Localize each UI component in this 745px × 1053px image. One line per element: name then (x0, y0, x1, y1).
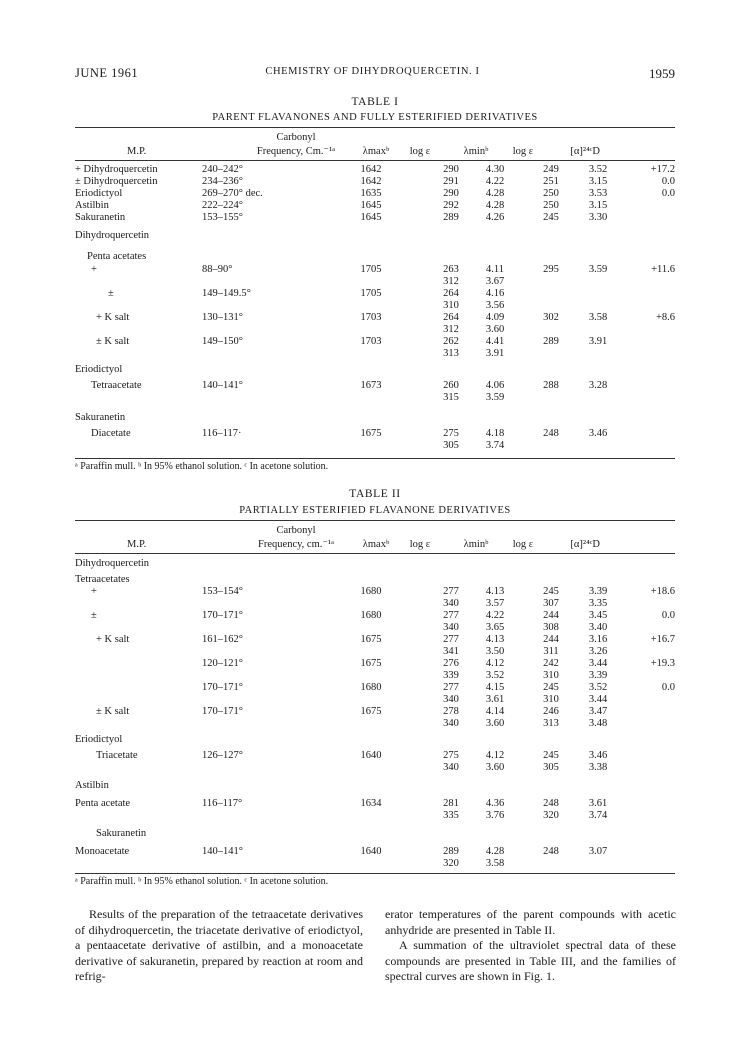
cell-loge2: 3.46 (588, 750, 608, 761)
cell-label: Tetraacetates (75, 574, 130, 585)
table-row (75, 750, 675, 762)
table-row (75, 440, 675, 452)
table-row (75, 598, 675, 610)
body-paragraph-right (385, 907, 676, 985)
cell-mp: 170–171° (202, 682, 243, 693)
cell-mp: 222–224° (202, 200, 243, 211)
cell-label: Sakuranetin (75, 412, 126, 423)
cell-lmin: 245 (543, 682, 559, 693)
cell-carb: 1635 (360, 188, 382, 199)
table2-header-rotation: [α]²⁴ᶜD (570, 539, 600, 550)
cell-carb: 1680 (360, 682, 382, 693)
cell-alpha: 0.0 (661, 188, 675, 199)
cell-label: ± K salt (96, 336, 130, 347)
cell-loge2: 3.53 (588, 188, 608, 199)
cell-loge1: 4.16 (485, 288, 505, 299)
cell-loge1: 3.76 (485, 810, 505, 821)
table2-header-carbonyl: Carbonyl (276, 525, 316, 536)
table1-title: TABLE I (351, 96, 399, 108)
table-row (75, 164, 675, 176)
cell-mp: 240–242° (202, 164, 243, 175)
table-row (75, 586, 675, 598)
cell-label: + K salt (96, 312, 130, 323)
cell-mp: 170–171° (202, 610, 243, 621)
cell-carb: 1675 (360, 658, 382, 669)
cell-loge1: 4.12 (485, 750, 505, 761)
cell-alpha: +11.6 (651, 264, 675, 275)
cell-carb: 1703 (360, 336, 382, 347)
table-row (75, 312, 675, 324)
running-header-title: CHEMISTRY OF DIHYDROQUERCETIN. I (265, 66, 480, 77)
cell-lmin: 289 (543, 336, 559, 347)
table1-subtitle: PARENT FLAVANONES AND FULLY ESTERIFIED DERIVATIVES (212, 112, 538, 123)
cell-loge2: 3.28 (588, 380, 608, 391)
cell-mp: 88–90° (202, 264, 233, 275)
cell-loge2: 3.35 (588, 598, 608, 609)
table-row (75, 276, 675, 288)
cell-loge1: 3.60 (485, 718, 505, 729)
cell-lmin: 248 (543, 798, 559, 809)
cell-loge1: 4.13 (485, 586, 505, 597)
cell-carb: 1645 (360, 212, 382, 223)
table-row (75, 348, 675, 360)
cell-lmin: 310 (543, 694, 559, 705)
table1-bottom-rule (75, 458, 675, 459)
cell-loge1: 3.65 (485, 622, 505, 633)
table-row (75, 288, 675, 300)
cell-carb: 1705 (360, 288, 382, 299)
table2-header-lmax: λmaxᵇ (362, 539, 390, 550)
cell-lmax: 281 (443, 798, 459, 809)
cell-lmax: 262 (443, 336, 459, 347)
cell-mp: 153–154° (202, 586, 243, 597)
cell-alpha: +16.7 (650, 634, 675, 645)
table-row (75, 200, 675, 212)
cell-loge1: 4.28 (485, 200, 505, 211)
cell-loge2: 3.44 (588, 658, 608, 669)
table2-title: TABLE II (349, 488, 401, 500)
cell-loge1: 4.26 (485, 212, 505, 223)
cell-lmax: 277 (443, 586, 459, 597)
cell-lmin: 305 (543, 762, 559, 773)
cell-lmax: 290 (443, 164, 459, 175)
cell-mp: 140–141° (202, 380, 243, 391)
cell-loge1: 3.60 (485, 762, 505, 773)
cell-lmax: 313 (443, 348, 459, 359)
cell-loge2: 3.58 (588, 312, 608, 323)
cell-lmin: 310 (543, 670, 559, 681)
cell-loge1: 3.57 (485, 598, 505, 609)
cell-lmin: 251 (543, 176, 559, 187)
cell-loge1: 4.12 (485, 658, 505, 669)
table1-header-carbonyl: Carbonyl (276, 132, 316, 143)
table-row (75, 336, 675, 348)
cell-label: Eriodictyol (75, 364, 123, 375)
cell-loge2: 3.15 (588, 176, 608, 187)
cell-lmax: 277 (443, 610, 459, 621)
table-row (75, 646, 675, 658)
cell-lmin: 245 (543, 586, 559, 597)
cell-loge1: 4.41 (485, 336, 505, 347)
cell-lmin: 245 (543, 750, 559, 761)
cell-loge1: 3.50 (485, 646, 505, 657)
cell-label: Sakuranetin (96, 828, 147, 839)
table-row (75, 574, 675, 586)
cell-loge1: 3.59 (485, 392, 505, 403)
body-text-left: Results of the preparation of the tetraacetate derivatives of dihydroquercetin, the triacetate derivative of eriodictyol, a pentaacetate derivative of astilbin, and a monoacetate derivative of sakuranetin, prepared by reaction at room and refrig- (75, 907, 363, 983)
cell-label: Sakuranetin (75, 212, 126, 223)
table-row (75, 694, 675, 706)
body-paragraph-left (75, 907, 363, 985)
cell-loge1: 4.13 (485, 634, 505, 645)
cell-loge2: 3.40 (588, 622, 608, 633)
table-row (75, 798, 675, 810)
cell-carb: 1680 (360, 586, 382, 597)
page-number: 1959 (649, 66, 675, 81)
table2-bottom-rule (75, 873, 675, 874)
cell-loge1: 4.18 (485, 428, 505, 439)
table-row (75, 176, 675, 188)
table-row (75, 828, 675, 840)
cell-loge1: 4.22 (485, 610, 505, 621)
cell-mp: 149–149.5° (202, 288, 251, 299)
table-row (75, 188, 675, 200)
cell-loge2: 3.74 (588, 810, 608, 821)
cell-label: ± K salt (96, 706, 130, 717)
cell-label: ± (91, 610, 97, 621)
cell-lmax: 276 (443, 658, 459, 669)
table-row (75, 412, 675, 424)
cell-alpha: +8.6 (655, 312, 675, 323)
cell-lmax: 263 (443, 264, 459, 275)
cell-lmax: 312 (443, 324, 459, 335)
cell-lmin: 250 (543, 188, 559, 199)
cell-lmin: 308 (543, 622, 559, 633)
table2-header-frequency: Frequency, cm.⁻¹ᵃ (258, 539, 334, 550)
cell-lmax: 340 (443, 622, 459, 633)
cell-carb: 1705 (360, 264, 382, 275)
table1-header-lmin: λminᵇ (463, 146, 489, 157)
cell-loge2: 3.16 (588, 634, 608, 645)
table2-header-loge1: log ε (409, 539, 431, 550)
cell-lmax: 341 (443, 646, 459, 657)
cell-lmin: 249 (543, 164, 559, 175)
table-row (75, 780, 675, 792)
cell-lmax: 277 (443, 634, 459, 645)
cell-mp: 120–121° (202, 658, 243, 669)
cell-loge2: 3.52 (588, 682, 608, 693)
cell-lmax: 340 (443, 598, 459, 609)
cell-carb: 1680 (360, 610, 382, 621)
cell-label: Penta acetate (75, 798, 131, 809)
cell-carb: 1640 (360, 846, 382, 857)
cell-carb: 1634 (360, 798, 382, 809)
table1-header-loge1: log ε (409, 146, 431, 157)
cell-lmax: 340 (443, 762, 459, 773)
cell-loge2: 3.61 (588, 798, 608, 809)
cell-lmin: 311 (543, 646, 559, 657)
cell-loge1: 4.28 (485, 846, 505, 857)
table-row (75, 734, 675, 746)
table-row (75, 230, 675, 242)
cell-carb: 1675 (360, 634, 382, 645)
table2-top-rule (75, 520, 675, 521)
cell-alpha: +18.6 (650, 586, 675, 597)
cell-lmax: 275 (443, 428, 459, 439)
cell-lmin: 245 (543, 212, 559, 223)
cell-lmax: 291 (443, 176, 459, 187)
cell-loge1: 3.67 (485, 276, 505, 287)
cell-lmax: 315 (443, 392, 459, 403)
cell-lmin: 248 (543, 428, 559, 439)
cell-lmax: 335 (443, 810, 459, 821)
cell-lmax: 339 (443, 670, 459, 681)
cell-loge2: 3.15 (588, 200, 608, 211)
cell-lmin: 250 (543, 200, 559, 211)
cell-label: ± (108, 288, 114, 299)
table1-footnote: ᵃ Paraffin mull. ᵇ In 95% ethanol solution. ᶜ In acetone solution. (75, 461, 329, 472)
table2-header-loge2: log ε (512, 539, 534, 550)
cell-carb: 1703 (360, 312, 382, 323)
table-row (75, 380, 675, 392)
table2-footnote: ᵃ Paraffin mull. ᵇ In 95% ethanol solution. ᶜ In acetone solution. (75, 876, 329, 887)
cell-carb: 1675 (360, 428, 382, 439)
cell-mp: 153–155° (202, 212, 243, 223)
cell-loge1: 3.60 (485, 324, 505, 335)
cell-mp: 116–117° (202, 798, 243, 809)
cell-label: + (91, 264, 97, 275)
table-row (75, 718, 675, 730)
table1-header-frequency: Frequency, Cm.⁻¹ᵃ (256, 146, 336, 157)
cell-carb: 1640 (360, 750, 382, 761)
table-row (75, 251, 675, 263)
cell-lmin: 242 (543, 658, 559, 669)
cell-lmax: 264 (443, 288, 459, 299)
cell-lmax: 312 (443, 276, 459, 287)
cell-label: + Dihydroquercetin (75, 164, 158, 175)
table-row (75, 392, 675, 404)
cell-loge2: 3.45 (588, 610, 608, 621)
cell-lmin: 246 (543, 706, 559, 717)
cell-alpha: 0.0 (661, 176, 675, 187)
cell-lmax: 310 (443, 300, 459, 311)
cell-label: Triacetate (96, 750, 138, 761)
cell-loge2: 3.39 (588, 586, 608, 597)
cell-label: Dihydroquercetin (75, 230, 150, 241)
cell-loge1: 4.14 (485, 706, 505, 717)
cell-lmax: 275 (443, 750, 459, 761)
cell-loge1: 4.28 (485, 188, 505, 199)
table-row (75, 810, 675, 822)
table-row (75, 558, 675, 570)
table2-header-rule (75, 553, 675, 554)
table-row (75, 622, 675, 634)
table2-subtitle: PARTIALLY ESTERIFIED FLAVANONE DERIVATIVES (239, 505, 511, 516)
cell-mp: 234–236° (202, 176, 243, 187)
cell-label: Monoacetate (75, 846, 130, 857)
cell-lmax: 277 (443, 682, 459, 693)
cell-carb: 1675 (360, 706, 382, 717)
cell-label: Astilbin (75, 200, 109, 211)
table1-header-rule (75, 160, 675, 161)
cell-lmin: 320 (543, 810, 559, 821)
table-row (75, 264, 675, 276)
cell-lmax: 260 (443, 380, 459, 391)
table2-header-mp: M.P. (127, 539, 147, 550)
cell-loge2: 3.48 (588, 718, 608, 729)
body-text-right-1: erator temperatures of the parent compounds with acetic anhydride are presented in Table II. (385, 907, 676, 937)
cell-lmin: 307 (543, 598, 559, 609)
table1-top-rule (75, 127, 675, 128)
cell-carb: 1642 (360, 164, 382, 175)
cell-carb: 1673 (360, 380, 382, 391)
cell-loge2: 3.91 (588, 336, 608, 347)
table-row (75, 610, 675, 622)
table1-header-loge2: log ε (512, 146, 534, 157)
table-row (75, 364, 675, 376)
cell-mp: 140–141° (202, 846, 243, 857)
cell-label: Eriodictyol (75, 188, 123, 199)
cell-loge2: 3.47 (588, 706, 608, 717)
cell-alpha: 0.0 (661, 682, 675, 693)
body-text-right-2: A summation of the ultraviolet spectral data of these compounds are presented in Table III, and the families of spectral curves are shown in Fig. 1. (385, 938, 676, 983)
cell-lmax: 289 (443, 846, 459, 857)
cell-loge1: 3.74 (485, 440, 505, 451)
cell-alpha: +17.2 (650, 164, 675, 175)
cell-label: + (91, 586, 97, 597)
cell-lmax: 320 (443, 858, 459, 869)
table1-header-lmax: λmaxᵇ (362, 146, 390, 157)
cell-lmin: 244 (543, 634, 559, 645)
cell-label: Diacetate (91, 428, 131, 439)
cell-lmax: 340 (443, 718, 459, 729)
table-row (75, 858, 675, 870)
cell-lmin: 295 (543, 264, 559, 275)
running-header-date: JUNE 1961 (75, 66, 139, 80)
cell-label: ± Dihydroquercetin (75, 176, 158, 187)
cell-label: Penta acetates (87, 251, 147, 262)
cell-lmin: 302 (543, 312, 559, 323)
cell-label: + K salt (96, 634, 130, 645)
cell-loge1: 4.09 (485, 312, 505, 323)
cell-label: Eriodictyol (75, 734, 123, 745)
cell-loge2: 3.46 (588, 428, 608, 439)
cell-loge1: 3.91 (485, 348, 505, 359)
cell-loge2: 3.07 (588, 846, 608, 857)
cell-label: Dihydroquercetin (75, 558, 150, 569)
cell-loge1: 3.56 (485, 300, 505, 311)
cell-carb: 1645 (360, 200, 382, 211)
table-row (75, 324, 675, 336)
cell-lmax: 305 (443, 440, 459, 451)
cell-lmax: 264 (443, 312, 459, 323)
cell-lmax: 290 (443, 188, 459, 199)
cell-mp: 269–270° dec. (202, 188, 263, 199)
cell-label: Tetraacetate (91, 380, 142, 391)
cell-loge1: 4.30 (485, 164, 505, 175)
cell-lmax: 292 (443, 200, 459, 211)
cell-loge1: 4.11 (486, 264, 504, 275)
cell-mp: 130–131° (202, 312, 243, 323)
cell-mp: 149–150° (202, 336, 243, 347)
cell-lmin: 248 (543, 846, 559, 857)
table-row (75, 212, 675, 224)
cell-lmax: 278 (443, 706, 459, 717)
table-row (75, 658, 675, 670)
cell-mp: 116–117· (202, 428, 242, 439)
cell-loge2: 3.30 (588, 212, 608, 223)
cell-loge1: 4.36 (485, 798, 505, 809)
cell-lmin: 313 (543, 718, 559, 729)
cell-lmin: 244 (543, 610, 559, 621)
cell-lmax: 289 (443, 212, 459, 223)
cell-alpha: +19.3 (650, 658, 675, 669)
table2-header-lmin: λminᵇ (463, 539, 489, 550)
cell-loge2: 3.26 (588, 646, 608, 657)
cell-label: Astilbin (75, 780, 109, 791)
cell-loge2: 3.39 (588, 670, 608, 681)
cell-loge2: 3.52 (588, 164, 608, 175)
cell-loge2: 3.44 (588, 694, 608, 705)
cell-loge1: 3.61 (485, 694, 505, 705)
table1-header-rotation: [α]²⁴ᶜD (570, 146, 600, 157)
cell-alpha: 0.0 (661, 610, 675, 621)
table-row (75, 762, 675, 774)
table-row (75, 300, 675, 312)
cell-loge1: 4.22 (485, 176, 505, 187)
cell-carb: 1642 (360, 176, 382, 187)
cell-mp: 161–162° (202, 634, 243, 645)
cell-loge1: 4.06 (485, 380, 505, 391)
cell-loge1: 3.52 (485, 670, 505, 681)
cell-lmax: 340 (443, 694, 459, 705)
table-row (75, 634, 675, 646)
cell-loge2: 3.38 (588, 762, 608, 773)
table-row (75, 706, 675, 718)
cell-lmin: 288 (543, 380, 559, 391)
table-row (75, 846, 675, 858)
table-row (75, 682, 675, 694)
cell-mp: 126–127° (202, 750, 243, 761)
table-row (75, 428, 675, 440)
cell-mp: 170–171° (202, 706, 243, 717)
cell-loge2: 3.59 (588, 264, 608, 275)
table1-header-mp: M.P. (127, 146, 147, 157)
table-row (75, 670, 675, 682)
cell-loge1: 3.58 (485, 858, 505, 869)
cell-loge1: 4.15 (485, 682, 505, 693)
